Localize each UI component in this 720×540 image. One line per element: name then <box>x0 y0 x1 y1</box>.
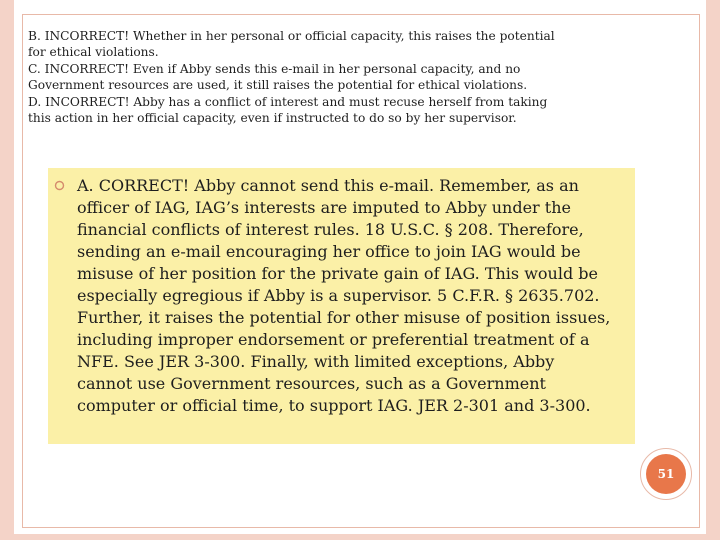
right-border <box>706 0 720 540</box>
answer-a-line-5: misuse of her position for the private gain of IAG. This would be <box>77 264 599 283</box>
answer-b-line-1: B. INCORRECT! Whether in her personal or official capacity, this raises the potential <box>28 29 555 43</box>
answer-d-line-1: D. INCORRECT! Abby has a conflict of interest and must recuse herself from taking <box>28 94 548 109</box>
page-number: 51 <box>646 454 686 494</box>
answer-a-line-2: officer of IAG, IAG’s interests are imputed to Abby under the <box>77 198 571 217</box>
answer-a-line-6: especially egregious if Abby is a supervisor. 5 C.F.R. § 2635.702. <box>77 286 600 305</box>
answer-b-line-2: for ethical violations. <box>28 45 159 60</box>
bottom-border <box>0 534 720 540</box>
answer-a-line-1: A. CORRECT! Abby cannot send this e-mail. Remember, as an <box>77 176 579 195</box>
correct-answer-text <box>77 175 637 417</box>
answer-a-line-4: sending an e-mail encouraging her office to join IAG would be <box>77 242 581 261</box>
answer-a-line-11: computer or official time, to support IAG. JER 2-301 and 3-300. <box>77 396 591 415</box>
answer-explanations <box>28 28 628 126</box>
page-number-badge <box>640 448 692 500</box>
left-border <box>0 0 14 540</box>
answer-c-line-2: Government resources are used, it still raises the potential for ethical violations. <box>28 78 528 93</box>
answer-d-line-2: this action in her official capacity, even if instructed to do so by her supervisor. <box>28 111 517 126</box>
answer-a-line-9: NFE. See JER 3-300. Finally, with limited exceptions, Abby <box>77 352 555 371</box>
answer-a-line-3: financial conflicts of interest rules. 18 U.S.C. § 208. Therefore, <box>77 220 584 239</box>
answer-c-line-1: C. INCORRECT! Even if Abby sends this e-mail in her personal capacity, and no <box>28 61 521 76</box>
answer-a-line-7: Further, it raises the potential for other misuse of position issues, <box>77 308 611 327</box>
circle-bullet-icon <box>54 180 65 194</box>
answer-a-line-8: including improper endorsement or preferential treatment of a <box>77 330 590 349</box>
answer-a-line-10: cannot use Government resources, such as a Government <box>77 374 546 393</box>
